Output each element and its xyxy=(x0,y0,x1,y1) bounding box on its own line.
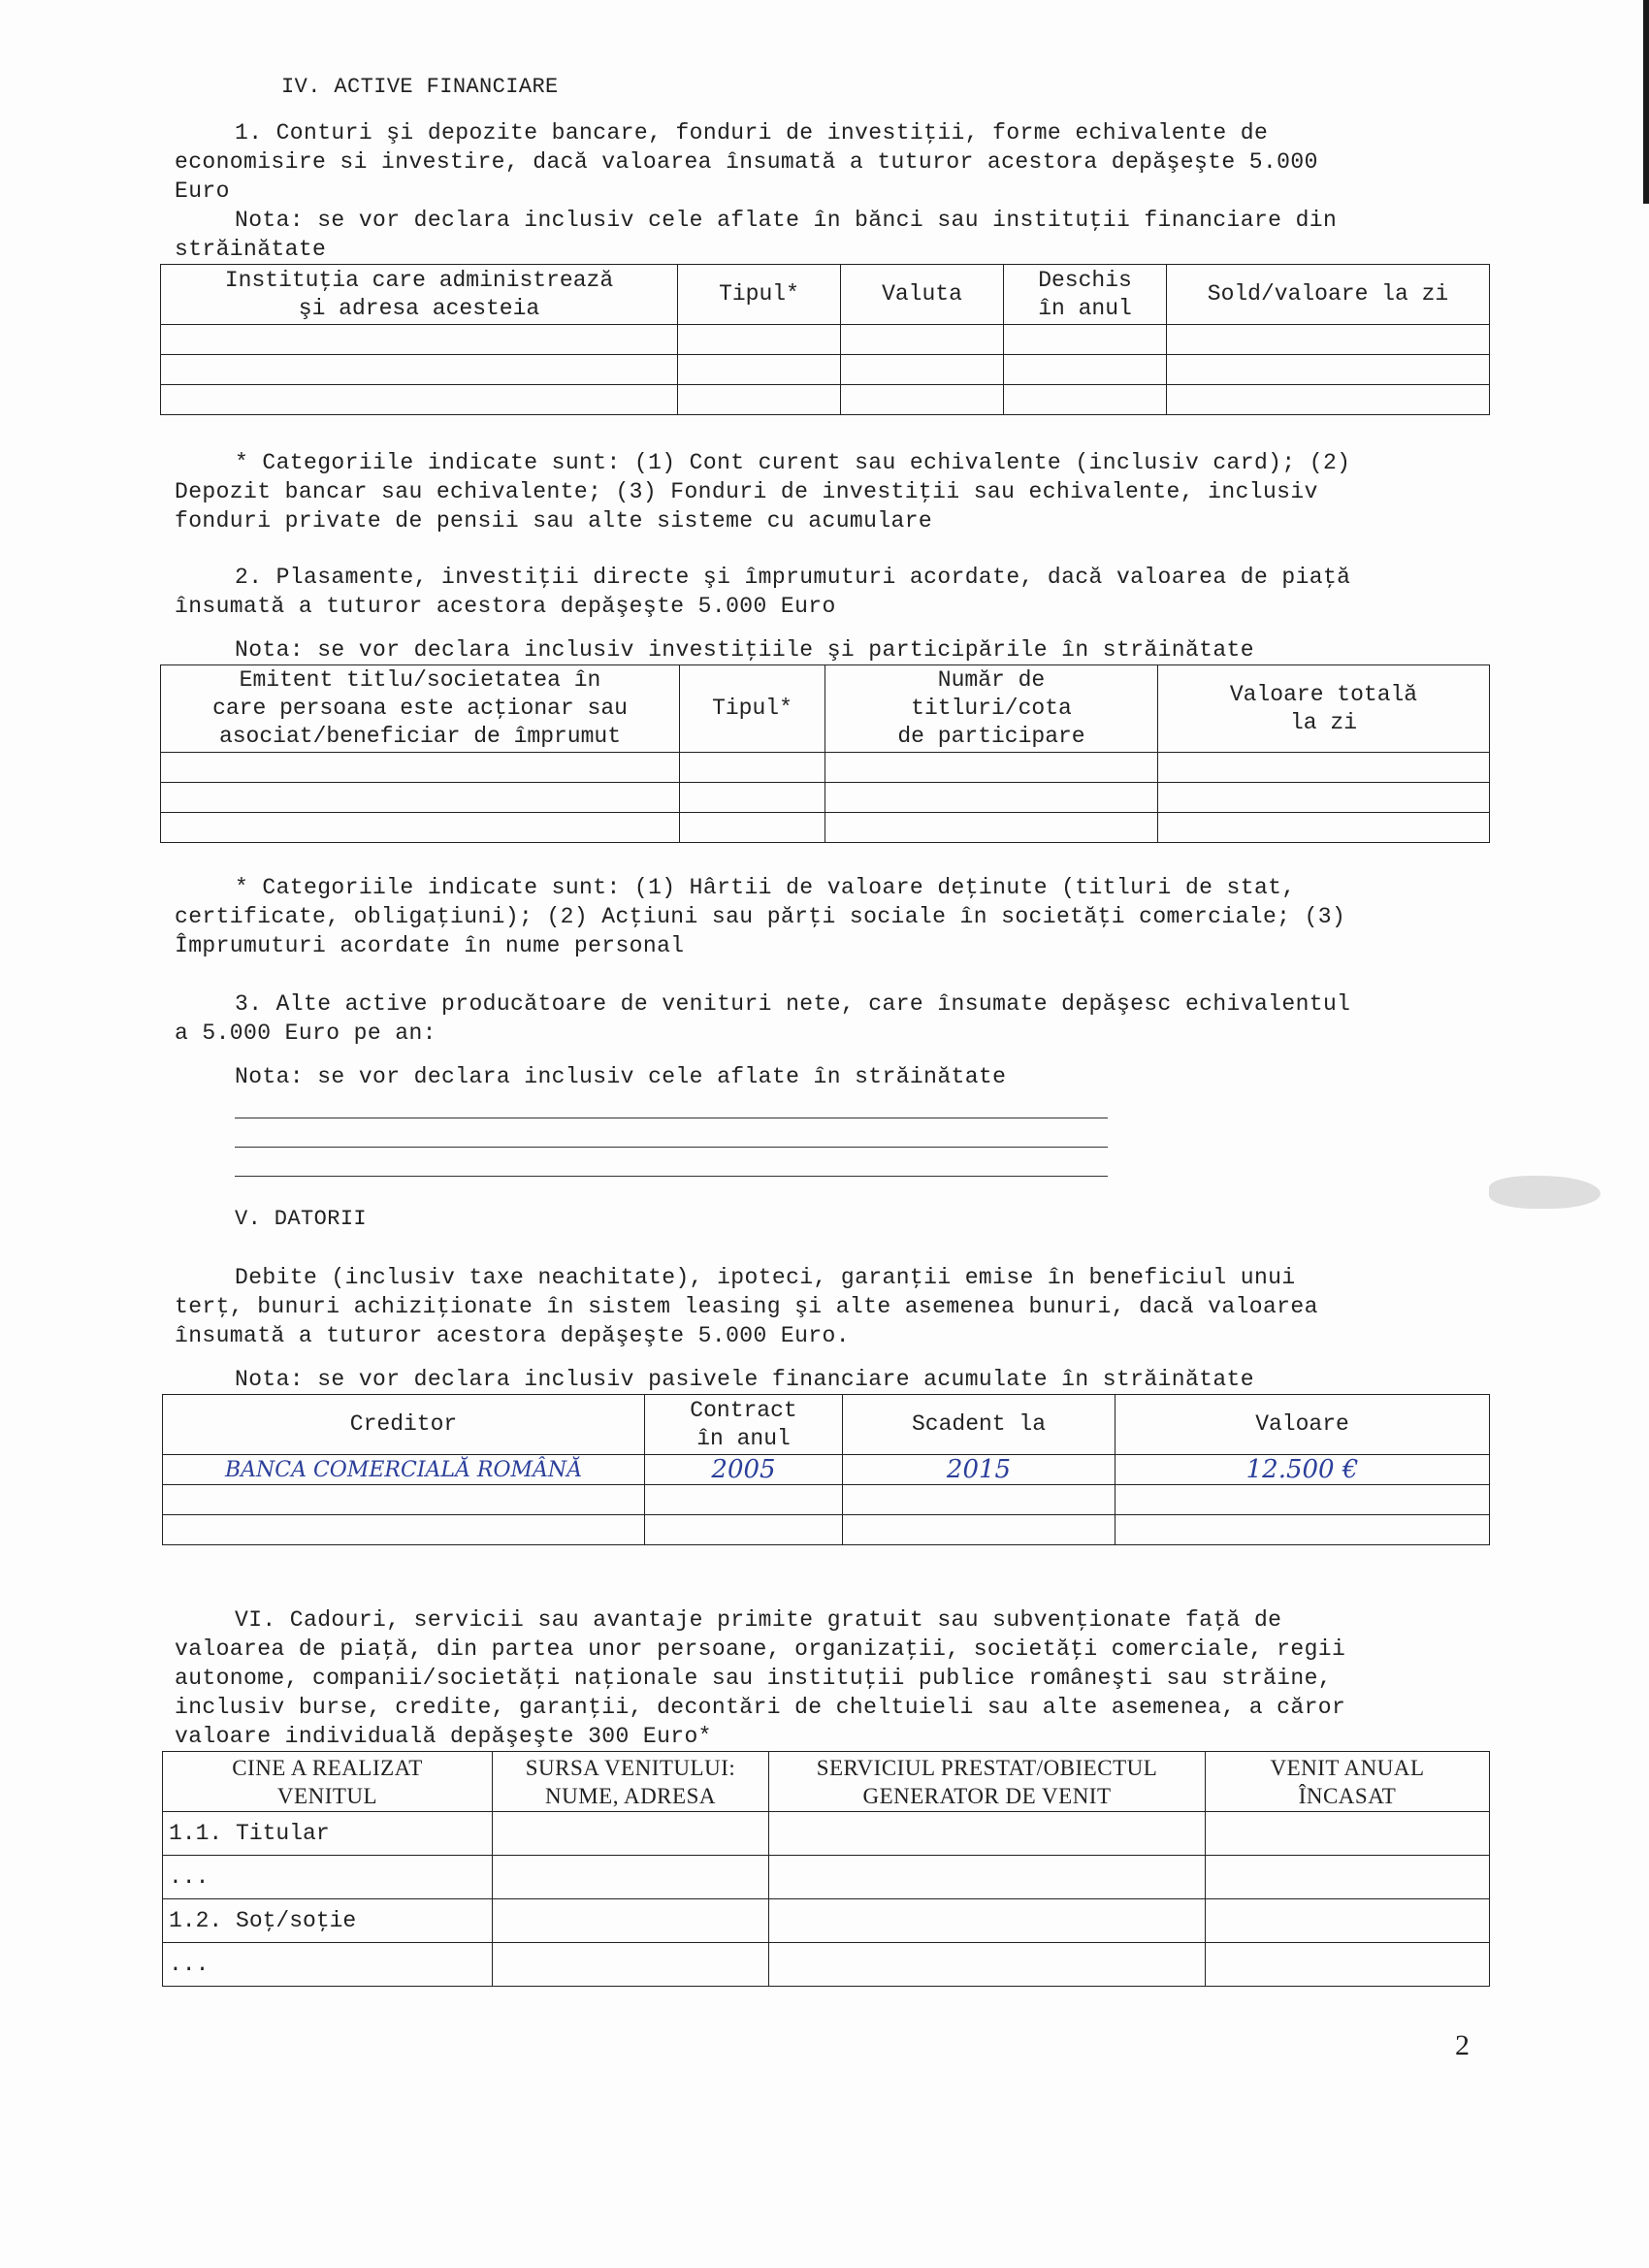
gifts-table xyxy=(162,1751,1490,1987)
section-vi-p-line5: valoare individuală depăşeşte 300 Euro* xyxy=(175,1724,712,1749)
table-header-row xyxy=(161,665,1490,753)
section-iv-p3-line1: 3. Alte active producătoare de venituri nete, care însumate depăşesc echivalentul xyxy=(235,991,1351,1017)
header-institution: Instituţia care administrează şi adresa acesteia xyxy=(161,265,678,325)
debts-table xyxy=(162,1394,1490,1545)
t1-footnote-line2: Depozit bancar sau echivalente; (3) Fonduri de investiţii sau echivalente, inclusiv xyxy=(175,479,1318,504)
row-label-spouse: 1.2. Soţ/soţie xyxy=(163,1899,493,1943)
section-v-p-line3: însumată a tuturor acestora depăşeşte 5.000 Euro. xyxy=(175,1323,850,1348)
header-issuer: Emitent titlu/societatea în care persoana este acţionar sau asociat/beneficiar de împrumut xyxy=(161,665,680,753)
t2-footnote-line3: Împrumuturi acordate în nume personal xyxy=(175,933,685,958)
table-row xyxy=(163,1899,1490,1943)
scan-edge-shadow xyxy=(1643,0,1649,204)
section-iv-p2-line2: însumată a tuturor acestora depăşeşte 5.000 Euro xyxy=(175,594,836,619)
section-iv-p1-note-line2: străinătate xyxy=(175,237,327,262)
header-contract-year: Contract în anul xyxy=(645,1395,843,1455)
section-iv-p3-note: Nota: se vor declara inclusiv cele aflate în străinătate xyxy=(235,1064,1007,1089)
contract-year-cell: 2005 xyxy=(645,1455,843,1485)
header-service: SERVICIUL PRESTAT/OBIECTUL GENERATOR DE VENIT xyxy=(769,1752,1206,1812)
header-balance: Sold/valoare la zi xyxy=(1167,265,1490,325)
table-row xyxy=(163,1943,1490,1987)
header-who: CINE A REALIZAT VENITUL xyxy=(163,1752,493,1812)
table-row xyxy=(161,325,1490,355)
header-type: Tipul* xyxy=(680,665,825,753)
section-iv-p2-note: Nota: se vor declara inclusiv investiţiile şi participările în străinătate xyxy=(235,637,1254,663)
t2-footnote-line2: certificate, obligaţiuni); (2) Acţiuni sau părţi sociale în societăţi comerciale; (3) xyxy=(175,904,1346,929)
table-header-row xyxy=(163,1395,1490,1455)
section-vi-p-line2: valoarea de piaţă, din partea unor persoane, organizaţii, societăţi comerciale, regii xyxy=(175,1636,1346,1662)
table-row xyxy=(163,1812,1490,1856)
section-v-title: V. DATORII xyxy=(235,1207,368,1231)
section-iv-title: IV. ACTIVE FINANCIARE xyxy=(281,75,559,99)
table-row xyxy=(161,813,1490,843)
section-v-p-line2: terţ, bunuri achiziţionate în sistem leasing şi alte asemenea bunuri, dacă valoarea xyxy=(175,1294,1318,1319)
section-iv-p3-line2: a 5.000 Euro pe an: xyxy=(175,1021,436,1046)
row-label-ellipsis: ... xyxy=(163,1856,493,1899)
section-v-p-line1: Debite (inclusiv taxe neachitate), ipoteci, garanţii emise în beneficiul unui xyxy=(235,1265,1296,1290)
blank-line xyxy=(235,1176,1108,1177)
table-row xyxy=(161,385,1490,415)
header-total-value: Valoare totală la zi xyxy=(1158,665,1490,753)
due-year-cell: 2015 xyxy=(843,1455,1116,1485)
amount-cell: 12.500 € xyxy=(1116,1455,1490,1485)
page-number: 2 xyxy=(1455,2029,1470,2061)
section-v-note: Nota: se vor declara inclusiv pasivele financiare acumulate în străinătate xyxy=(235,1367,1254,1392)
row-label-ellipsis: ... xyxy=(163,1943,493,1987)
section-iv-p1-line2: economisire si investire, dacă valoarea însumată a tuturor acestora depăşeşte 5.000 xyxy=(175,149,1318,175)
table-row xyxy=(163,1455,1490,1485)
header-source: SURSA VENITULUI: NUME, ADRESA xyxy=(493,1752,769,1812)
section-iv-p1-line1: 1. Conturi şi depozite bancare, fonduri de investiţii, forme echivalente de xyxy=(235,120,1269,146)
table-header-row xyxy=(163,1752,1490,1812)
table-row xyxy=(161,355,1490,385)
t1-footnote-line1: * Categoriile indicate sunt: (1) Cont curent sau echivalente (inclusiv card); (2) xyxy=(235,450,1351,475)
header-amount: Valoare xyxy=(1116,1395,1490,1455)
section-iv-p1-note-line1: Nota: se vor declara inclusiv cele aflate în bănci sau instituţii financiare din xyxy=(235,208,1338,233)
blank-line xyxy=(235,1147,1108,1148)
header-due: Scadent la xyxy=(843,1395,1116,1455)
bank-accounts-table xyxy=(160,264,1490,415)
header-creditor: Creditor xyxy=(163,1395,645,1455)
table-row xyxy=(161,783,1490,813)
t2-footnote-line1: * Categoriile indicate sunt: (1) Hârtii de valoare deţinute (titluri de stat, xyxy=(235,875,1296,900)
t1-footnote-line3: fonduri private de pensii sau alte sisteme cu acumulare xyxy=(175,508,933,534)
section-vi-p-line4: inclusiv burse, credite, garanţii, decontări de cheltuieli sau alte asemenea, a căror xyxy=(175,1695,1346,1720)
table-row xyxy=(163,1515,1490,1545)
header-annual-income: VENIT ANUAL ÎNCASAT xyxy=(1206,1752,1490,1812)
section-iv-p2-line1: 2. Plasamente, investiţii directe şi împrumuturi acordate, dacă valoarea de piaţă xyxy=(235,565,1351,590)
investments-table xyxy=(160,664,1490,843)
table-row xyxy=(163,1485,1490,1515)
creditor-cell: BANCA COMERCIALĂ ROMÂNĂ xyxy=(163,1455,645,1485)
header-opened-year: Deschis în anul xyxy=(1004,265,1167,325)
section-iv-p1-line3: Euro xyxy=(175,178,230,204)
table-header-row xyxy=(161,265,1490,325)
header-shares: Număr de titluri/cota de participare xyxy=(825,665,1158,753)
table-row xyxy=(163,1856,1490,1899)
section-vi-p-line1: VI. Cadouri, servicii sau avantaje primite gratuit sau subvenţionate faţă de xyxy=(235,1607,1282,1633)
header-currency: Valuta xyxy=(841,265,1004,325)
table-row xyxy=(161,753,1490,783)
row-label-holder: 1.1. Titular xyxy=(163,1812,493,1856)
scan-smudge xyxy=(1489,1176,1600,1209)
section-vi-p-line3: autonome, companii/societăţi naţionale sau instituţii publice româneşti sau străine, xyxy=(175,1666,1332,1691)
header-type: Tipul* xyxy=(678,265,841,325)
